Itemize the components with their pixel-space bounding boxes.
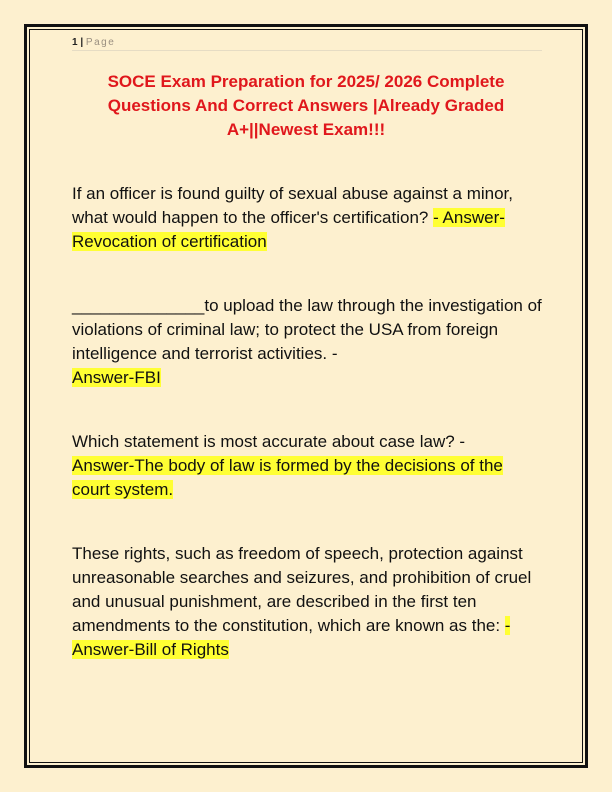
page-number: 1: [72, 37, 78, 48]
page-header: [72, 36, 542, 51]
page-separator: |: [77, 37, 86, 48]
question-text: If an officer is found guilty of sexual abuse against a minor, what would happen to the officer's certification?: [72, 184, 514, 227]
question-text: These rights, such as freedom of speech, protection against unreasonable searches and seizures, and prohibition of cruel and unusual punishment, are described in the first ten amendments to the constitution, which are known as the:: [72, 544, 532, 635]
question-text: Which statement is most accurate about case law? -: [72, 432, 466, 451]
document-title: SOCE Exam Preparation for 2025/ 2026 Complete Questions And Correct Answers |Already Graded A+||Newest Exam!!!: [107, 72, 505, 139]
qa-item: [72, 430, 544, 502]
answer-text: - Answer-Revocation of certification: [72, 208, 505, 251]
answer-text: - Answer-Bill of Rights: [72, 616, 511, 659]
question-text: ______________to upload the law through the investigation of violations of criminal law; to protect the USA from foreign intelligence and terrorist activities. -: [72, 296, 542, 363]
qa-item: [72, 542, 544, 662]
answer-text: Answer-FBI: [72, 368, 161, 387]
qa-item: [72, 294, 544, 390]
answer-text: Answer-The body of law is formed by the decisions of the court system.: [72, 456, 503, 499]
qa-item: [72, 182, 544, 254]
page-word: Page: [85, 37, 116, 48]
